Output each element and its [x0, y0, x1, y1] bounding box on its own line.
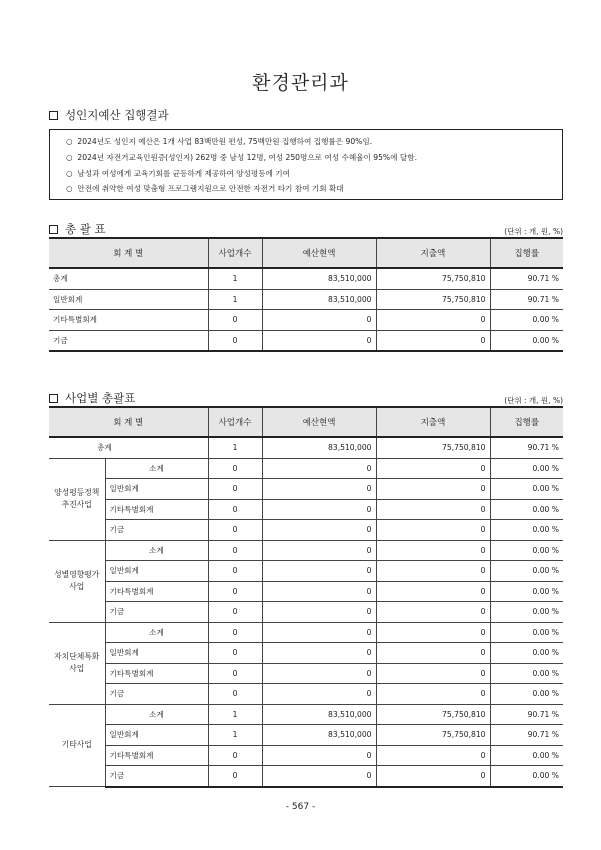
count-cell: 0 — [208, 602, 262, 623]
col-header-spend: 지출액 — [376, 407, 490, 437]
count-cell: 0 — [208, 499, 262, 520]
table-header-row — [49, 407, 563, 437]
table-row — [49, 622, 563, 643]
account-label: 기금 — [105, 602, 208, 623]
col-header-budget: 예산현액 — [262, 407, 376, 437]
account-label: 일반회계 — [105, 725, 208, 746]
spend-cell: 0 — [376, 458, 490, 479]
page-number: - 567 - — [285, 802, 316, 812]
count-cell: 0 — [208, 561, 262, 582]
summary-line: ○ 2024년 자전거교육인원증(성인지) 262명 중 남성 12명, 여성 250명으로 여성 수혜율이 95%에 달함. — [66, 150, 562, 166]
table-row — [49, 540, 563, 561]
budget-cell: 0 — [262, 310, 376, 331]
checkbox-square-icon — [49, 394, 58, 403]
budget-cell: 83,510,000 — [262, 725, 376, 746]
total-row — [49, 437, 563, 458]
checkbox-square-icon — [49, 111, 58, 120]
summary-box — [49, 129, 563, 200]
rate-cell: 0.00 % — [490, 581, 563, 602]
project-group-name: 성별영향평가 사업 — [49, 540, 105, 622]
count-cell: 0 — [208, 458, 262, 479]
budget-cell: 0 — [262, 663, 376, 684]
budget-cell: 83,510,000 — [262, 704, 376, 725]
budget-cell: 0 — [262, 622, 376, 643]
rate-cell: 90.71 % — [490, 268, 563, 289]
rate-cell: 0.00 % — [490, 602, 563, 623]
count-cell: 0 — [208, 766, 262, 787]
rate-cell: 0.00 % — [490, 520, 563, 541]
rate-cell: 0.00 % — [490, 330, 563, 351]
account-label: 소계 — [105, 704, 208, 725]
project-group-name: 양성평등정책 추진사업 — [49, 458, 105, 540]
table-row — [49, 479, 563, 500]
budget-cell: 0 — [262, 458, 376, 479]
col-header-account: 회 계 별 — [49, 407, 208, 437]
budget-cell: 83,510,000 — [262, 437, 376, 458]
summary-line: ○ 남성과 여성에게 교육기회를 균등하게 제공하여 양성평등에 기여 — [66, 166, 562, 182]
section-heading-text: 총 괄 표 — [65, 222, 106, 236]
spend-cell: 75,750,810 — [376, 725, 490, 746]
table-row — [49, 520, 563, 541]
spend-cell: 0 — [376, 540, 490, 561]
table-row — [49, 725, 563, 746]
account-label: 기금 — [105, 520, 208, 541]
rate-cell: 0.00 % — [490, 622, 563, 643]
checkbox-square-icon — [49, 225, 58, 234]
count-cell: 0 — [208, 581, 262, 602]
count-cell: 0 — [208, 310, 262, 331]
spend-cell: 0 — [376, 663, 490, 684]
account-label: 일반회계 — [105, 561, 208, 582]
budget-cell: 0 — [262, 602, 376, 623]
unit-label: (단위 : 개, 원, %) — [504, 396, 563, 405]
col-header-rate: 집행률 — [490, 238, 563, 268]
table-row — [49, 458, 563, 479]
unit-label: (단위 : 개, 원, %) — [504, 227, 563, 236]
table-row — [49, 289, 563, 310]
summary-line: ○ 안전에 취약한 여성 맞춤형 프로그램지원으로 안전한 자전거 타기 참여 기회 확대 — [66, 181, 562, 197]
col-header-rate: 집행률 — [490, 407, 563, 437]
rate-cell: 90.71 % — [490, 289, 563, 310]
count-cell: 0 — [208, 479, 262, 500]
spend-cell: 0 — [376, 643, 490, 664]
account-label: 기타특별회계 — [105, 663, 208, 684]
section-heading-summary — [49, 221, 106, 237]
spend-cell: 75,750,810 — [376, 289, 490, 310]
count-cell: 0 — [208, 643, 262, 664]
rate-cell: 90.71 % — [490, 704, 563, 725]
section-heading-by-project — [49, 390, 135, 406]
account-label: 일반회계 — [105, 643, 208, 664]
count-cell: 1 — [208, 725, 262, 746]
count-cell: 0 — [208, 622, 262, 643]
count-cell: 0 — [208, 520, 262, 541]
spend-cell: 0 — [376, 602, 490, 623]
table-row — [49, 704, 563, 725]
project-table — [49, 406, 563, 788]
section-heading-text: 성인지예산 집행결과 — [65, 108, 169, 122]
budget-cell: 0 — [262, 766, 376, 787]
count-cell: 0 — [208, 330, 262, 351]
rate-cell: 0.00 % — [490, 766, 563, 787]
spend-cell: 75,750,810 — [376, 437, 490, 458]
project-group-name: 자치단체특화 사업 — [49, 622, 105, 704]
table-row — [49, 745, 563, 766]
rate-cell: 0.00 % — [490, 458, 563, 479]
spend-cell: 75,750,810 — [376, 704, 490, 725]
bullet-circle-icon: ○ — [66, 152, 73, 162]
budget-cell: 83,510,000 — [262, 289, 376, 310]
account-label: 총계 — [49, 437, 208, 458]
bullet-circle-icon: ○ — [66, 137, 73, 146]
account-label: 소계 — [105, 622, 208, 643]
rate-cell: 0.00 % — [490, 479, 563, 500]
budget-cell: 0 — [262, 520, 376, 541]
account-label: 기금 — [105, 766, 208, 787]
table-row — [49, 310, 563, 331]
account-label: 기금 — [105, 684, 208, 705]
budget-cell: 0 — [262, 684, 376, 705]
table-row — [49, 561, 563, 582]
spend-cell: 0 — [376, 581, 490, 602]
spend-cell: 0 — [376, 622, 490, 643]
count-cell: 0 — [208, 540, 262, 561]
account-label: 총계 — [49, 268, 208, 289]
spend-cell: 75,750,810 — [376, 268, 490, 289]
table-row — [49, 268, 563, 289]
count-cell: 1 — [208, 437, 262, 458]
col-header-account: 회 계 별 — [49, 238, 208, 268]
table-row — [49, 663, 563, 684]
spend-cell: 0 — [376, 766, 490, 787]
table-row — [49, 643, 563, 664]
col-header-budget: 예산현액 — [262, 238, 376, 268]
budget-cell: 0 — [262, 479, 376, 500]
spend-cell: 0 — [376, 310, 490, 331]
table-row — [49, 330, 563, 351]
spend-cell: 0 — [376, 520, 490, 541]
rate-cell: 0.00 % — [490, 663, 563, 684]
table-row — [49, 766, 563, 787]
rate-cell: 90.71 % — [490, 725, 563, 746]
spend-cell: 0 — [376, 330, 490, 351]
account-label: 일반회계 — [49, 289, 208, 310]
budget-cell: 0 — [262, 643, 376, 664]
rate-cell: 0.00 % — [490, 540, 563, 561]
budget-cell: 0 — [262, 540, 376, 561]
rate-cell: 0.00 % — [490, 684, 563, 705]
count-cell: 0 — [208, 745, 262, 766]
section-heading-text: 사업별 총괄표 — [65, 391, 136, 405]
table-row — [49, 602, 563, 623]
count-cell: 1 — [208, 289, 262, 310]
budget-cell: 0 — [262, 581, 376, 602]
spend-cell: 0 — [376, 479, 490, 500]
budget-cell: 0 — [262, 561, 376, 582]
project-group-name: 기타사업 — [49, 704, 105, 787]
table-row — [49, 684, 563, 705]
bullet-circle-icon: ○ — [66, 168, 73, 178]
account-label: 기타특별회계 — [105, 499, 208, 520]
budget-cell: 0 — [262, 330, 376, 351]
summary-table — [49, 237, 563, 352]
account-label: 소계 — [105, 540, 208, 561]
budget-cell: 0 — [262, 499, 376, 520]
table-row — [49, 499, 563, 520]
rate-cell: 0.00 % — [490, 310, 563, 331]
bullet-circle-icon: ○ — [66, 184, 73, 194]
summary-line: ○ 2024년도 성인지 예산은 1개 사업 83백만원 편성, 75백만원 집행하여 집행률은 90%임. — [66, 134, 562, 150]
rate-cell: 0.00 % — [490, 745, 563, 766]
col-header-count: 사업개수 — [208, 407, 262, 437]
count-cell: 1 — [208, 704, 262, 725]
col-header-spend: 지출액 — [376, 238, 490, 268]
table-header-row — [49, 238, 563, 268]
count-cell: 0 — [208, 684, 262, 705]
rate-cell: 0.00 % — [490, 561, 563, 582]
account-label: 기타특별회계 — [105, 581, 208, 602]
spend-cell: 0 — [376, 745, 490, 766]
table-row — [49, 581, 563, 602]
count-cell: 0 — [208, 663, 262, 684]
count-cell: 1 — [208, 268, 262, 289]
spend-cell: 0 — [376, 499, 490, 520]
account-label: 일반회계 — [105, 479, 208, 500]
section-heading-gender-budget — [49, 107, 169, 123]
account-label: 기금 — [49, 330, 208, 351]
account-label: 소계 — [105, 458, 208, 479]
rate-cell: 0.00 % — [490, 499, 563, 520]
rate-cell: 90.71 % — [490, 437, 563, 458]
page-title: 환경관리과 — [252, 72, 349, 94]
spend-cell: 0 — [376, 684, 490, 705]
rate-cell: 0.00 % — [490, 643, 563, 664]
col-header-count: 사업개수 — [208, 238, 262, 268]
budget-cell: 83,510,000 — [262, 268, 376, 289]
budget-cell: 0 — [262, 745, 376, 766]
account-label: 기타특별회계 — [105, 745, 208, 766]
spend-cell: 0 — [376, 561, 490, 582]
account-label: 기타특별회계 — [49, 310, 208, 331]
